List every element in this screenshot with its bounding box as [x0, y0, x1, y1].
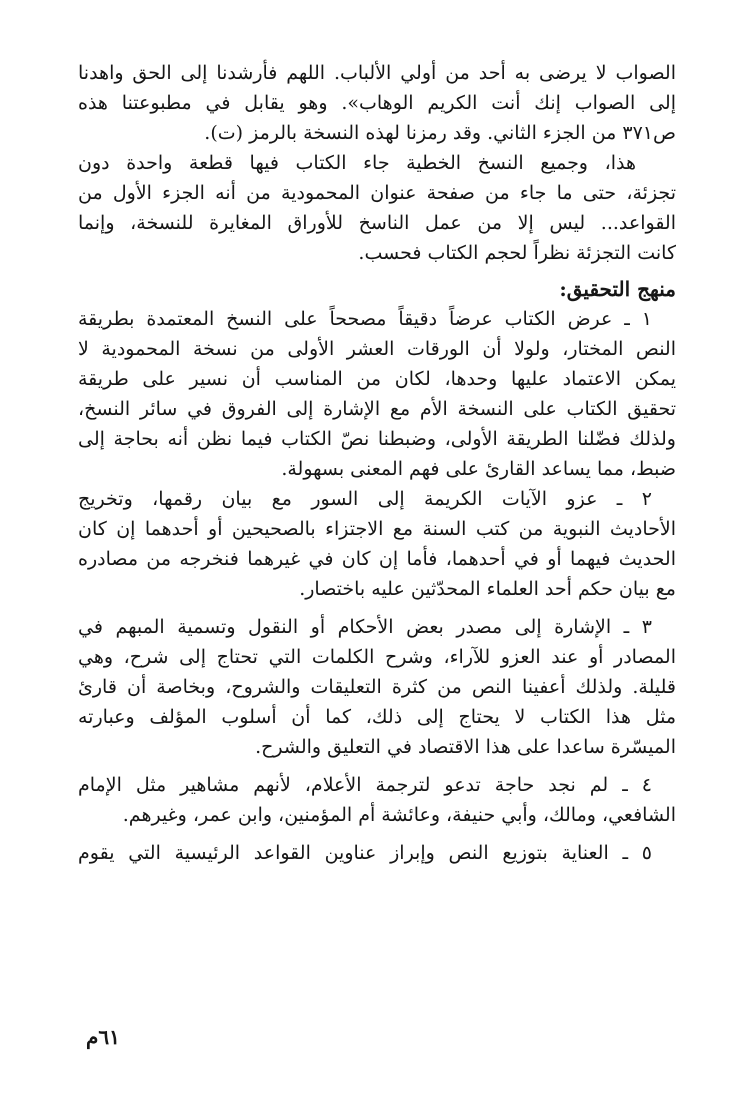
paragraph-source-description — [78, 58, 676, 148]
text-line: الصواب لا يرضى به أحد من أولي الألباب. اللهم فأرشدنا إلى الحق واهدنا — [78, 62, 676, 84]
text-line: ضبط، مما يساعد القارئ على فهم المعنى بسهولة. — [281, 458, 676, 480]
text-line: ٣ ـ الإشارة إلى مصدر بعض الأحكام أو النقول وتسمية المبهم في — [78, 616, 652, 638]
method-item-1 — [78, 304, 676, 484]
paragraph-manuscripts — [78, 148, 676, 268]
text-line: ٥ ـ العناية بتوزيع النص وإبراز عناوين القواعد الرئيسية التي يقوم — [78, 842, 652, 864]
text-line: قليلة. ولذلك أعفينا النص من كثرة التعليقات والشروح، وبخاصة أن قارئ — [78, 676, 676, 698]
method-item-4 — [78, 770, 676, 830]
text-line: إلى الصواب إنك أنت الكريم الوهاب». وهو يقابل في مطبوعتنا هذه — [78, 92, 676, 114]
text-line: المصادر أو عند العزو للآراء، وشرح الكلمات التي تحتاج إلى شرح، وهي — [78, 646, 676, 668]
text-line: النص المختار، ولولا أن الورقات العشر الأولى من نسخة المحمودية لا — [78, 338, 676, 360]
section-heading: منهج التحقيق: — [559, 277, 676, 301]
text-line: ص٣٧١ من الجزء الثاني. وقد رمزنا لهذه النسخة بالرمز (ت). — [204, 122, 676, 144]
text-line: الحديث فيهما أو في أحدهما، فأما إن كان في غيرهما فنخرجه من مصادره — [78, 548, 676, 570]
method-item-5 — [78, 838, 676, 868]
page-body — [78, 58, 676, 868]
text-line: تجزئة، حتى ما جاء من صفحة عنوان المحمودية من أنه الجزء الأول من — [78, 182, 676, 204]
method-item-3 — [78, 612, 676, 762]
method-item-2 — [78, 484, 676, 604]
text-line: القواعد... ليس إلا من عمل الناسخ للأوراق المغايرة للنسخة، وإنما — [78, 212, 676, 234]
text-line: مثل هذا الكتاب لا يحتاج إلى ذلك، كما أن أسلوب المؤلف وعبارته — [78, 706, 676, 728]
page-number: ٦١م — [86, 1025, 120, 1049]
text-line: كانت التجزئة نظراً لحجم الكتاب فحسب. — [358, 242, 676, 264]
text-line: الشافعي، ومالك، وأبي حنيفة، وعائشة أم المؤمنين، وابن عمر، وغيرهم. — [122, 804, 676, 826]
text-line: هذا، وجميع النسخ الخطية جاء الكتاب فيها قطعة واحدة دون — [78, 152, 636, 174]
text-line: يمكن الاعتماد عليها وحدها، لكان من المناسب أن نسير على طريقة — [78, 368, 676, 390]
text-line: ٢ ـ عزو الآيات الكريمة إلى السور مع بيان رقمها، وتخريج — [78, 488, 652, 510]
text-line: مع بيان حكم أحد العلماء المحدّثين عليه باختصار. — [299, 578, 676, 600]
text-line: الأحاديث النبوية من كتب السنة مع الاجتزاء بالصحيحين أو أحدهما إن كان — [78, 518, 676, 540]
text-line: الميسّرة ساعدا على هذا الاقتصاد في التعليق والشرح. — [255, 736, 676, 758]
text-line: ٤ ـ لم نجد حاجة تدعو لترجمة الأعلام، لأنهم مشاهير مثل الإمام — [78, 774, 652, 796]
text-line: ١ ـ عرض الكتاب عرضاً دقيقاً مصححاً على النسخ المعتمدة بطريقة — [78, 308, 652, 330]
text-line: ولذلك فضّلنا الطريقة الأولى، وضبطنا نصّ الكتاب فيما نظن أنه بحاجة إلى — [78, 428, 676, 450]
text-line: تحقيق الكتاب على النسخة الأم مع الإشارة إلى الفروق في سائر النسخ، — [78, 398, 676, 420]
